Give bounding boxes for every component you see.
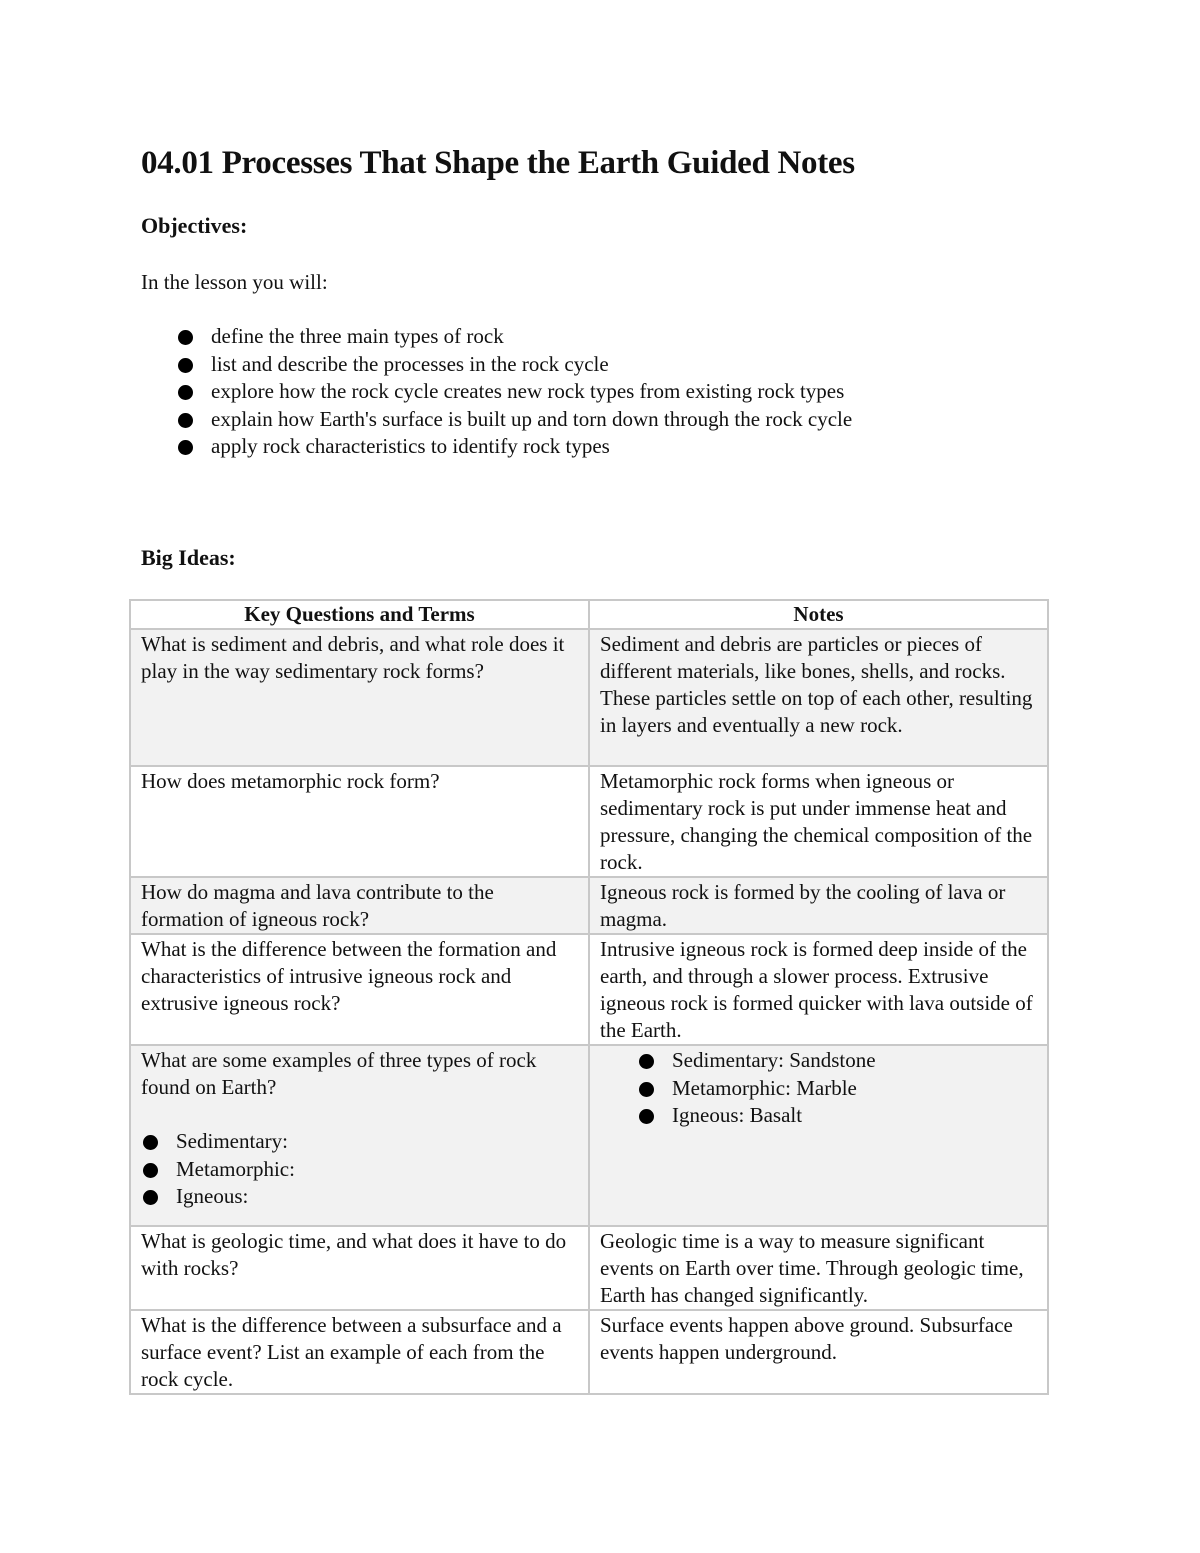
- rock-example: Sedimentary: Sandstone: [672, 1048, 876, 1072]
- list-item: [141, 1128, 578, 1156]
- objective-item: [176, 406, 852, 434]
- notes-cell: Metamorphic rock forms when igneous or sedimentary rock is put under immense heat and pressure, changing the chemical composition of the rock.: [589, 766, 1048, 877]
- table-row: [130, 1310, 1048, 1394]
- question-cell: What is the difference between the formation and characteristics of intrusive igneous rock and extrusive igneous rock?: [130, 934, 589, 1045]
- bullet-icon: [639, 1054, 654, 1069]
- bullet-icon: [178, 358, 193, 373]
- objectives-list: [176, 323, 852, 461]
- table-row: [130, 629, 1048, 766]
- rock-examples-list: [637, 1047, 1037, 1130]
- header-notes: Notes: [589, 600, 1048, 629]
- rock-example: Metamorphic: Marble: [672, 1075, 857, 1100]
- rock-type-prompt: Igneous:: [176, 1184, 249, 1209]
- objective-item: [176, 351, 852, 379]
- bullet-icon: [178, 385, 193, 400]
- list-item: [637, 1047, 1037, 1075]
- question-cell: [130, 1045, 589, 1226]
- rock-example: Igneous: Basalt: [672, 1103, 803, 1128]
- page-title: 04.01 Processes That Shape the Earth Guided Notes: [141, 145, 855, 181]
- table-row: [130, 766, 1048, 877]
- list-item: [637, 1075, 1037, 1103]
- table-row: [130, 877, 1048, 934]
- rock-type-prompt: Sedimentary:: [176, 1129, 288, 1153]
- objective-item: [176, 433, 852, 461]
- question-text: What are some examples of three types of rock found on Earth?: [141, 1048, 537, 1099]
- bullet-icon: [639, 1082, 654, 1097]
- rock-type-prompt: Metamorphic:: [176, 1156, 295, 1181]
- notes-cell: Sediment and debris are particles or pieces of different materials, like bones, shells, and rocks. These particles settle on top of each other, resulting in layers and eventually a new rock.: [589, 629, 1048, 766]
- objectives-heading: Objectives:: [141, 213, 248, 238]
- table-row: [130, 1226, 1048, 1310]
- question-cell: What is geologic time, and what does it have to do with rocks?: [130, 1226, 589, 1310]
- notes-cell: Intrusive igneous rock is formed deep inside of the earth, and through a slower process. Extrusive igneous rock is formed quicker with lava outside of the Earth.: [589, 934, 1048, 1045]
- list-item: [637, 1102, 1037, 1130]
- notes-cell: [589, 1045, 1048, 1226]
- list-item: [141, 1156, 578, 1184]
- notes-cell: Igneous rock is formed by the cooling of lava or magma.: [589, 877, 1048, 934]
- big-ideas-heading: Big Ideas:: [141, 545, 236, 570]
- objectives-intro: In the lesson you will:: [141, 270, 328, 294]
- objective-text: list and describe the processes in the rock cycle: [211, 351, 609, 376]
- bullet-icon: [178, 330, 193, 345]
- question-cell: How does metamorphic rock form?: [130, 766, 589, 877]
- objective-text: explore how the rock cycle creates new rock types from existing rock types: [211, 379, 845, 404]
- header-key-questions: Key Questions and Terms: [130, 600, 589, 629]
- question-cell: How do magma and lava contribute to the formation of igneous rock?: [130, 877, 589, 934]
- bullet-icon: [178, 440, 193, 455]
- bullet-icon: [639, 1109, 654, 1124]
- table-row: [130, 1045, 1048, 1226]
- notes-cell: Geologic time is a way to measure significant events on Earth over time. Through geologic time, Earth has changed significantly.: [589, 1226, 1048, 1310]
- objective-text: define the three main types of rock: [211, 324, 504, 348]
- bullet-icon: [143, 1135, 158, 1150]
- objective-item: [176, 323, 852, 351]
- bullet-icon: [143, 1163, 158, 1178]
- question-cell: What is the difference between a subsurface and a surface event? List an example of each from the rock cycle.: [130, 1310, 589, 1394]
- table-header-row: [130, 600, 1048, 629]
- list-item: [141, 1183, 578, 1211]
- bullet-icon: [178, 413, 193, 428]
- notes-cell: Surface events happen above ground. Subsurface events happen underground.: [589, 1310, 1048, 1394]
- objective-item: [176, 378, 852, 406]
- table-row: [130, 934, 1048, 1045]
- objective-text: explain how Earth's surface is built up and torn down through the rock cycle: [211, 406, 853, 431]
- bullet-icon: [143, 1190, 158, 1205]
- question-cell: What is sediment and debris, and what role does it play in the way sedimentary rock forms?: [130, 629, 589, 766]
- rock-type-prompt-list: [141, 1128, 578, 1211]
- objective-text: apply rock characteristics to identify rock types: [211, 434, 610, 459]
- guided-notes-table: [129, 599, 1049, 1395]
